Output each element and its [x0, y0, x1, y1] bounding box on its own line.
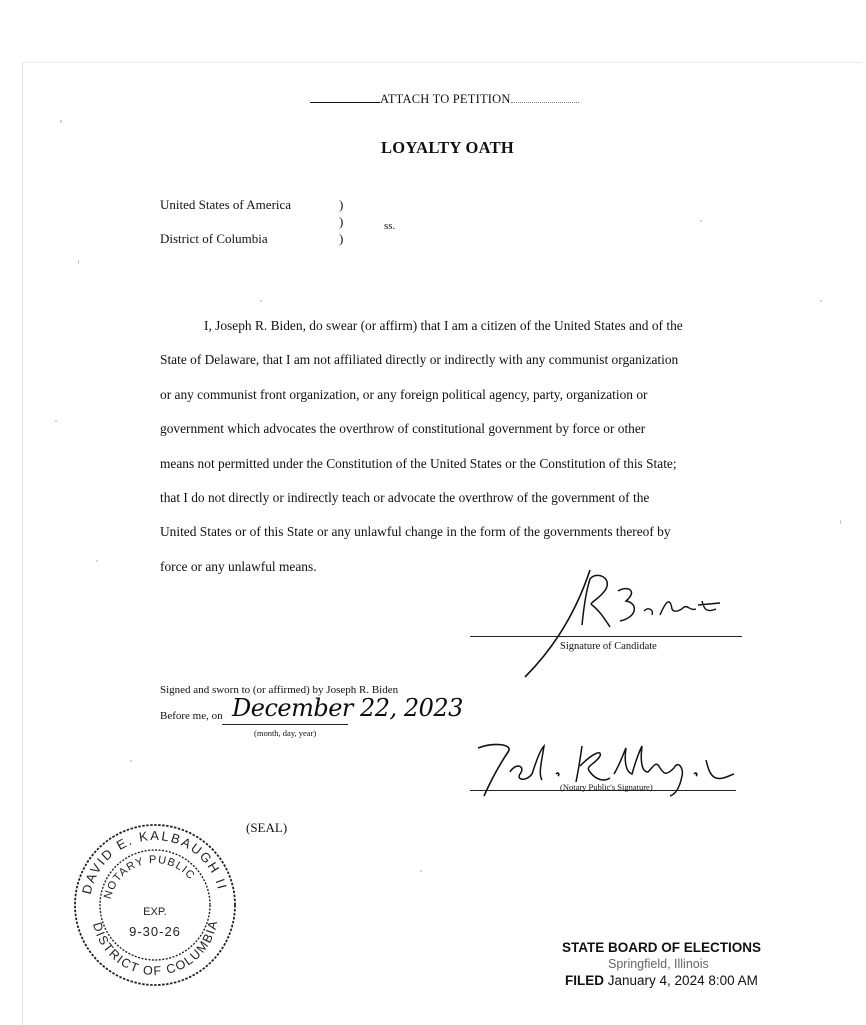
attach-label: ATTACH TO PETITION	[380, 92, 511, 106]
oath-paragraph	[160, 316, 748, 591]
oath-line: means not permitted under the Constitution of the United States or the Constitution of this State;	[160, 455, 677, 471]
venue-country: United States of America	[160, 197, 292, 212]
candidate-signature-label: Signature of Candidate	[560, 641, 657, 652]
venue-district: District of Columbia	[160, 231, 268, 246]
date-caption: (month, day, year)	[254, 728, 317, 738]
oath-line: I, Joseph R. Biden, do swear (or affirm) that I am a citizen of the United States and of the	[204, 318, 683, 333]
blank-line	[511, 102, 579, 103]
sworn-statement: Signed and sworn to (or affirmed) by Joseph R. Biden	[160, 684, 399, 696]
attach-to-petition-line	[310, 92, 579, 107]
svg-text:EXP.: EXP.	[143, 906, 167, 918]
svg-text:DAVID E. KALBAUGH II: DAVID E. KALBAUGH II	[78, 827, 231, 896]
scan-speck	[130, 760, 132, 762]
oath-line: or any communist front organization, or any foreign political agency, party, organization or	[160, 386, 648, 402]
scan-speck	[55, 420, 57, 422]
oath-line: force or any unlawful means.	[160, 558, 317, 574]
filed-date: January 4, 2024 8:00 AM	[607, 973, 758, 988]
filed-stamp-city: Springfield, Illinois	[608, 957, 709, 971]
handwritten-date: December 22, 2023	[232, 694, 463, 722]
venue-ss: ss.	[384, 220, 396, 232]
candidate-signature-line	[470, 636, 742, 637]
venue-bracket: )	[339, 231, 344, 246]
scan-speck	[60, 120, 62, 123]
oath-line: that I do not directly or indirectly teach or advocate the overthrow of the government of the	[160, 489, 650, 505]
notary-signature-label: (Notary Public's Signature)	[560, 782, 653, 792]
oath-line: State of Delaware, that I am not affiliated directly or indirectly with any communist organization	[160, 352, 679, 368]
candidate-signature	[520, 565, 730, 680]
date-line	[222, 724, 348, 725]
svg-text:DISTRICT OF COLUMBIA: DISTRICT OF COLUMBIA	[89, 918, 221, 979]
scan-speck	[820, 300, 822, 302]
svg-text:9-30-26: 9-30-26	[129, 924, 181, 939]
scan-speck	[700, 220, 702, 222]
scan-speck	[78, 260, 79, 264]
notary-seal-stamp	[70, 820, 240, 990]
venue-bracket: )	[339, 214, 344, 229]
filed-word: FILED	[565, 973, 604, 988]
filed-stamp-date-line	[565, 973, 758, 988]
blank-line	[310, 102, 380, 103]
filed-stamp-title: STATE BOARD OF ELECTIONS	[562, 940, 761, 955]
venue-bracket: )	[339, 197, 344, 212]
oath-line: government which advocates the overthrow of constitutional government by force or other	[160, 421, 646, 437]
scan-speck	[96, 560, 98, 562]
svg-text:NOTARY PUBLIC: NOTARY PUBLIC	[101, 853, 198, 901]
scan-speck	[420, 870, 422, 872]
document-title: LOYALTY OATH	[381, 138, 515, 157]
before-me-label: Before me, on	[160, 710, 223, 722]
oath-line: United States or of this State or any unlawful change in the form of the governments thereof by	[160, 524, 671, 540]
scan-speck	[260, 300, 262, 302]
seal-label: (SEAL)	[246, 820, 288, 835]
scan-speck	[840, 520, 841, 524]
